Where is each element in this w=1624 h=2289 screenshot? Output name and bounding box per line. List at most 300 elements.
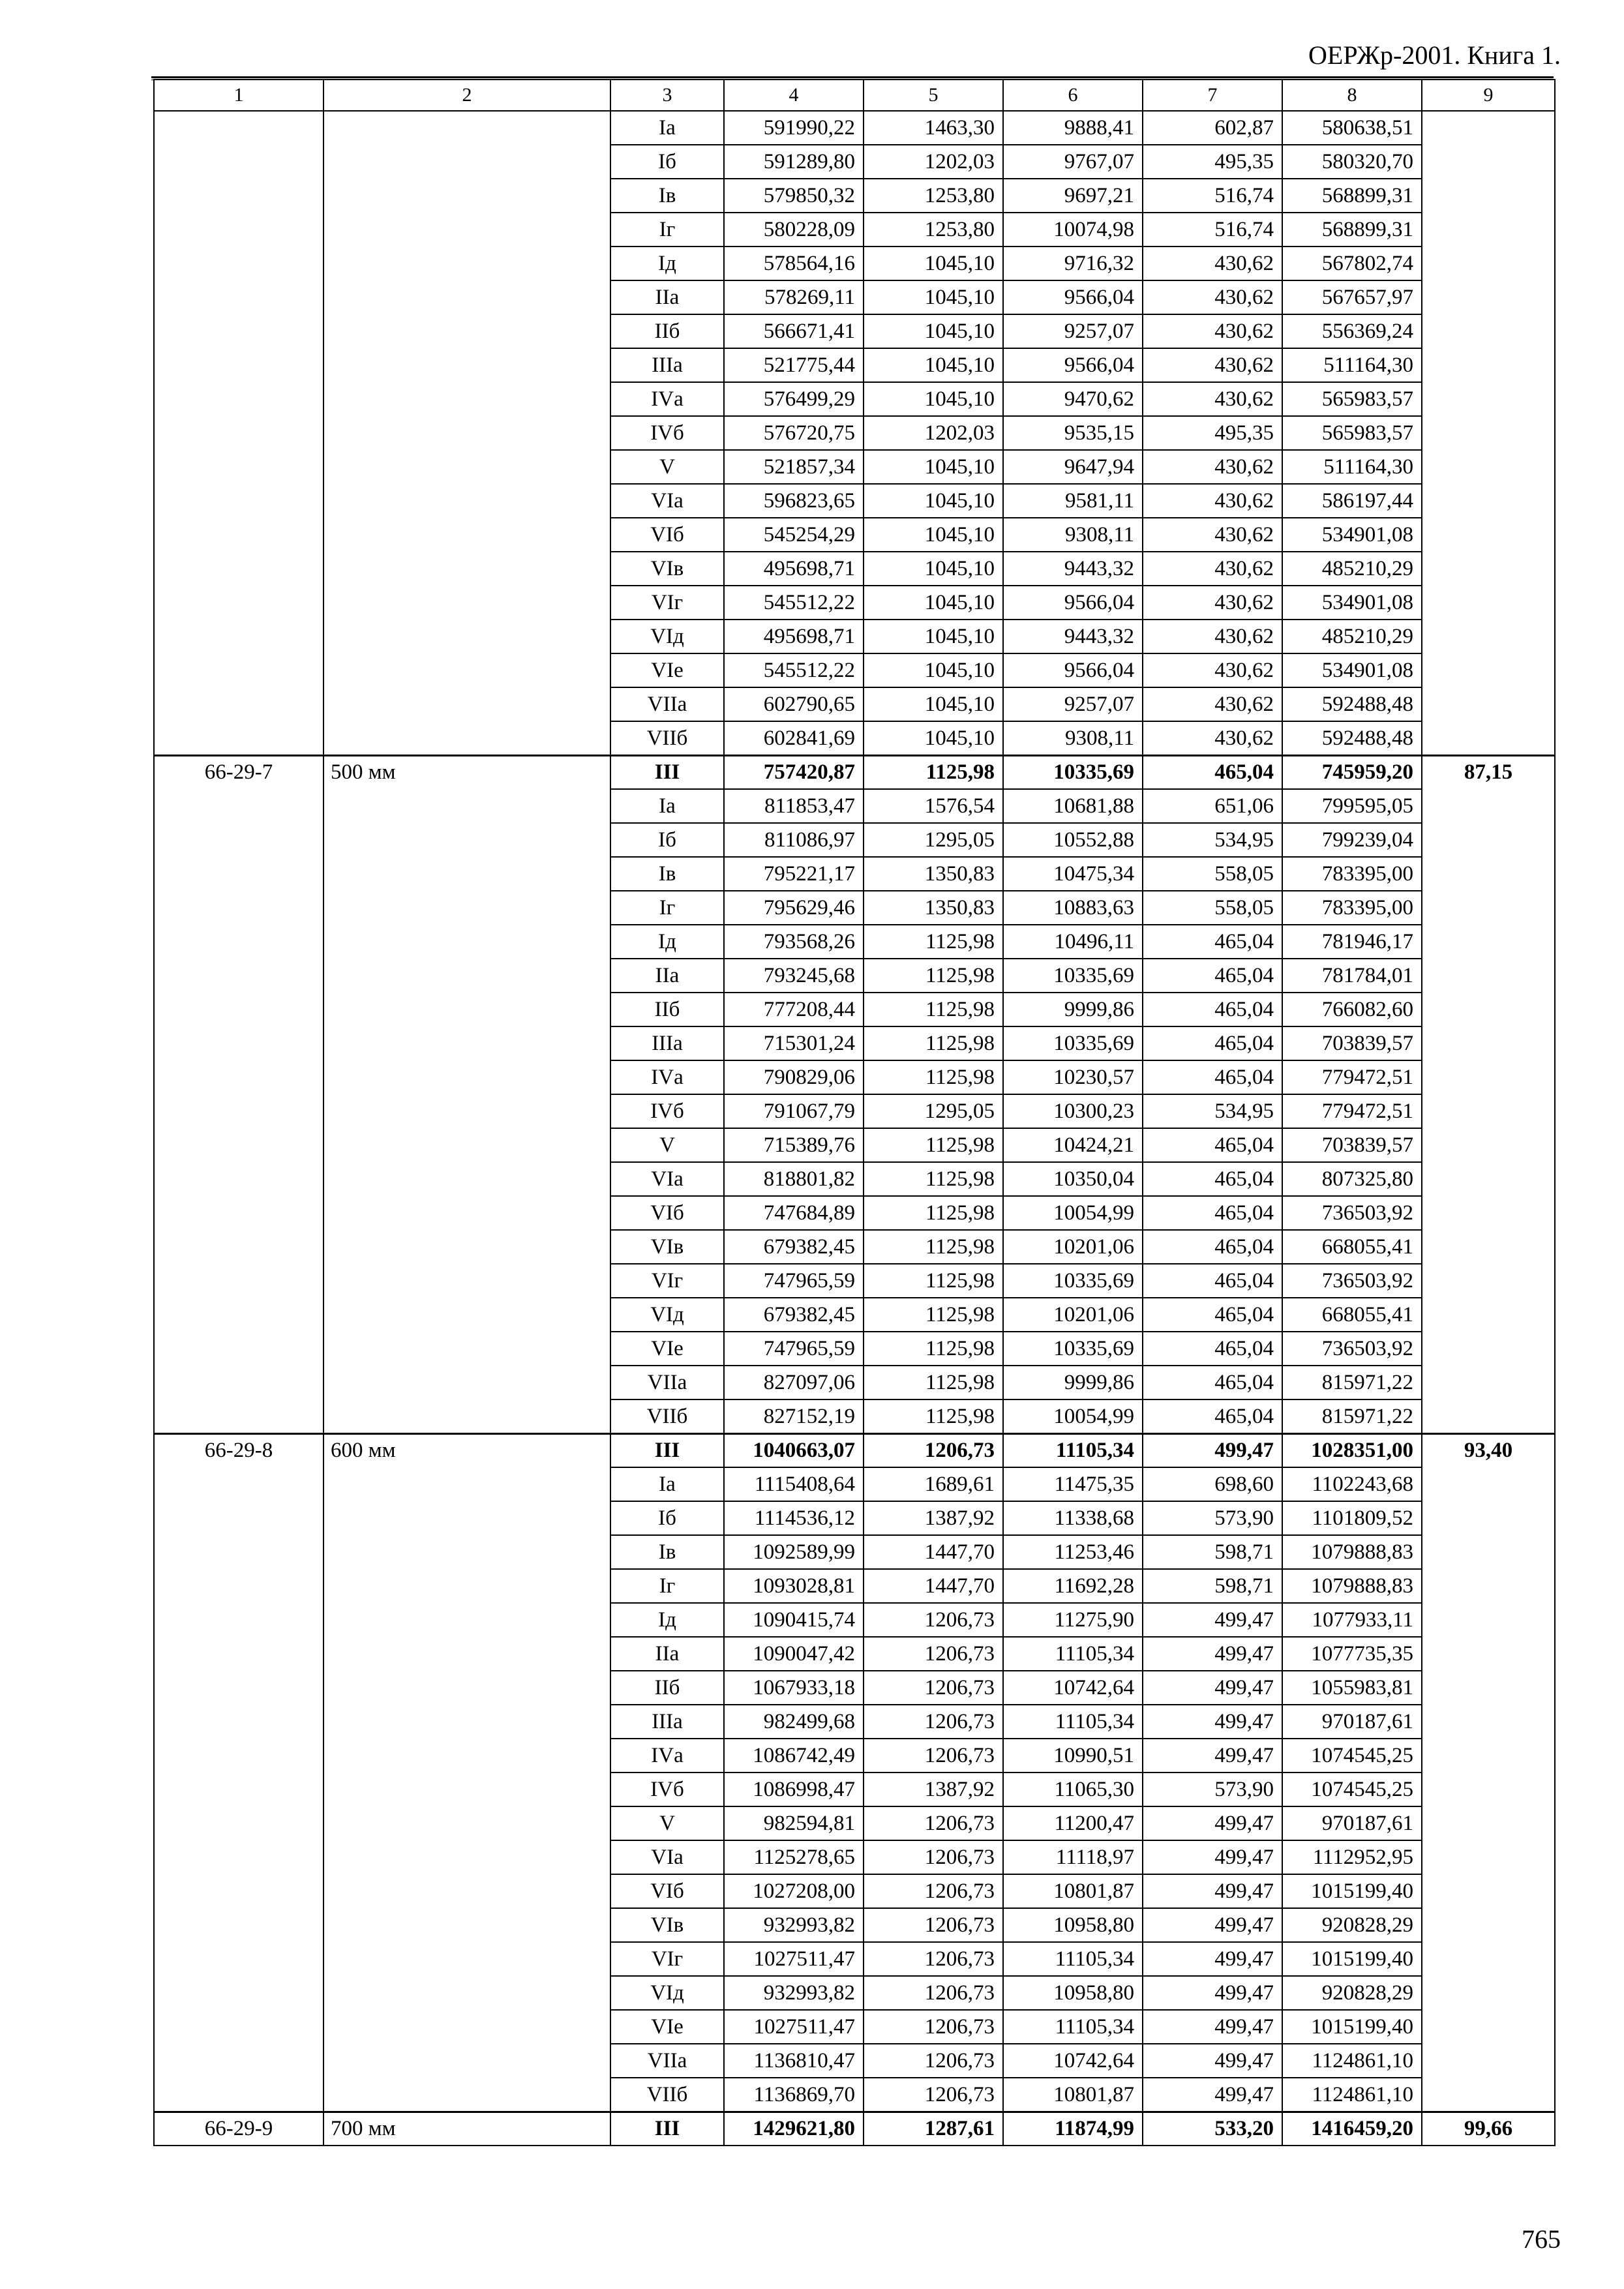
category-cell: VIб [610, 1874, 724, 1908]
value-cell: 1027208,00 [724, 1874, 864, 1908]
value-cell: 573,90 [1143, 1773, 1282, 1806]
value-cell: 495,35 [1143, 145, 1282, 179]
column-number: 8 [1282, 80, 1422, 111]
value-cell: 465,04 [1143, 959, 1282, 993]
category-cell: VIв [610, 1230, 724, 1264]
value-cell: 9308,11 [1003, 518, 1143, 552]
value-cell: 10335,69 [1003, 959, 1143, 993]
value-cell: 799239,04 [1282, 823, 1422, 857]
value-cell: 465,04 [1143, 1264, 1282, 1298]
value-cell: 602,87 [1143, 111, 1282, 145]
value-cell: 499,47 [1143, 1671, 1282, 1705]
column-number: 3 [610, 80, 724, 111]
value-cell: 1074545,25 [1282, 1773, 1422, 1806]
value-cell: 516,74 [1143, 213, 1282, 247]
value-cell: 1090047,42 [724, 1637, 864, 1671]
item-code-cell: 66-29-8 [154, 1433, 323, 2112]
value-cell: 698,60 [1143, 1467, 1282, 1501]
value-cell: 11105,34 [1003, 1705, 1143, 1739]
value-cell: 9566,04 [1003, 280, 1143, 314]
value-cell: 715389,76 [724, 1128, 864, 1162]
value-cell: 1125,98 [864, 1399, 1003, 1433]
category-cell: Iа [610, 111, 724, 145]
value-cell: 10958,80 [1003, 1908, 1143, 1942]
value-cell: 591289,80 [724, 145, 864, 179]
value-cell: 565983,57 [1282, 382, 1422, 416]
value-cell: 1295,05 [864, 1094, 1003, 1128]
value-cell: 430,62 [1143, 620, 1282, 653]
value-cell: 766082,60 [1282, 993, 1422, 1026]
value-cell: 566671,41 [724, 314, 864, 348]
category-cell: V [610, 450, 724, 484]
value-cell: 10801,87 [1003, 2078, 1143, 2112]
value-cell: 1202,03 [864, 416, 1003, 450]
value-cell: 811086,97 [724, 823, 864, 857]
value-cell: 11275,90 [1003, 1603, 1143, 1637]
value-cell: 703839,57 [1282, 1026, 1422, 1060]
value-cell: 10552,88 [1003, 823, 1143, 857]
value-cell: 602841,69 [724, 721, 864, 755]
value-cell: 1206,73 [864, 1603, 1003, 1637]
value-cell: 9767,07 [1003, 145, 1143, 179]
value-cell: 1045,10 [864, 484, 1003, 518]
category-cell: Iг [610, 213, 724, 247]
value-cell: 970187,61 [1282, 1806, 1422, 1840]
value-cell: 1124861,10 [1282, 2044, 1422, 2078]
value-cell: 1045,10 [864, 586, 1003, 620]
value-cell: 970187,61 [1282, 1705, 1422, 1739]
value-cell: 779472,51 [1282, 1094, 1422, 1128]
value-cell: 1090415,74 [724, 1603, 864, 1637]
value-cell: 1045,10 [864, 518, 1003, 552]
value-cell: 533,20 [1143, 2112, 1282, 2146]
value-cell: 430,62 [1143, 484, 1282, 518]
value-cell: 430,62 [1143, 247, 1282, 280]
category-cell: VIе [610, 1332, 724, 1366]
value-cell: 499,47 [1143, 2044, 1282, 2078]
value-cell: 1055983,81 [1282, 1671, 1422, 1705]
category-cell: Iг [610, 1569, 724, 1603]
value-cell: 668055,41 [1282, 1298, 1422, 1332]
value-cell: 1125,98 [864, 925, 1003, 959]
category-cell: Iд [610, 247, 724, 280]
value-cell: 430,62 [1143, 348, 1282, 382]
category-cell: Iа [610, 1467, 724, 1501]
value-cell: 1027511,47 [724, 2010, 864, 2044]
category-cell: IVб [610, 416, 724, 450]
value-cell: 1086742,49 [724, 1739, 864, 1773]
value-cell: 495698,71 [724, 620, 864, 653]
value-cell: 10054,99 [1003, 1399, 1143, 1433]
value-cell: 1125,98 [864, 1026, 1003, 1060]
value-cell: 9999,86 [1003, 1366, 1143, 1399]
item-size-cell: 700 мм [323, 2112, 610, 2146]
value-cell: 499,47 [1143, 1433, 1282, 1467]
value-cell: 1125,98 [864, 1230, 1003, 1264]
value-cell: 10424,21 [1003, 1128, 1143, 1162]
value-cell: 1206,73 [864, 1739, 1003, 1773]
value-cell: 1045,10 [864, 382, 1003, 416]
total-cell: 99,66 [1422, 2112, 1555, 2146]
value-cell: 10958,80 [1003, 1976, 1143, 2010]
category-cell: VIе [610, 2010, 724, 2044]
column-number: 5 [864, 80, 1003, 111]
value-cell: 1350,83 [864, 891, 1003, 925]
value-cell: 10742,64 [1003, 2044, 1143, 2078]
value-cell: 1206,73 [864, 1671, 1003, 1705]
value-cell: 485210,29 [1282, 552, 1422, 586]
category-cell: VIд [610, 1976, 724, 2010]
value-cell: 747965,59 [724, 1264, 864, 1298]
category-cell: VIд [610, 620, 724, 653]
value-cell: 598,71 [1143, 1569, 1282, 1603]
value-cell: 465,04 [1143, 1128, 1282, 1162]
value-cell: 1125,98 [864, 755, 1003, 789]
value-cell: 1045,10 [864, 721, 1003, 755]
value-cell: 9566,04 [1003, 653, 1143, 687]
value-cell: 779472,51 [1282, 1060, 1422, 1094]
value-cell: 1125,98 [864, 1060, 1003, 1094]
value-cell: 1045,10 [864, 314, 1003, 348]
value-cell: 10074,98 [1003, 213, 1143, 247]
value-cell: 1067933,18 [724, 1671, 864, 1705]
category-cell: IIа [610, 1637, 724, 1671]
value-cell: 499,47 [1143, 1739, 1282, 1773]
value-cell: 1206,73 [864, 1433, 1003, 1467]
value-cell: 9888,41 [1003, 111, 1143, 145]
value-cell: 568899,31 [1282, 213, 1422, 247]
value-cell: 10300,23 [1003, 1094, 1143, 1128]
category-cell: IIIа [610, 1026, 724, 1060]
column-number: 2 [323, 80, 610, 111]
value-cell: 1125,98 [864, 1332, 1003, 1366]
value-cell: 1112952,95 [1282, 1840, 1422, 1874]
value-cell: 781784,01 [1282, 959, 1422, 993]
value-cell: 1429621,80 [724, 2112, 864, 2146]
value-cell: 9443,32 [1003, 620, 1143, 653]
value-cell: 9566,04 [1003, 586, 1143, 620]
value-cell: 465,04 [1143, 993, 1282, 1026]
value-cell: 430,62 [1143, 314, 1282, 348]
category-cell: IIIа [610, 1705, 724, 1739]
value-cell: 1125,98 [864, 993, 1003, 1026]
value-cell: 499,47 [1143, 1976, 1282, 2010]
value-cell: 811853,47 [724, 789, 864, 823]
value-cell: 465,04 [1143, 1298, 1282, 1332]
value-cell: 791067,79 [724, 1094, 864, 1128]
value-cell: 499,47 [1143, 1908, 1282, 1942]
value-cell: 1206,73 [864, 1637, 1003, 1671]
value-cell: 795629,46 [724, 891, 864, 925]
value-cell: 430,62 [1143, 552, 1282, 586]
value-cell: 11105,34 [1003, 1942, 1143, 1976]
value-cell: 495,35 [1143, 416, 1282, 450]
column-number-row [154, 80, 1555, 111]
value-cell: 1206,73 [864, 1942, 1003, 1976]
value-cell: 465,04 [1143, 1026, 1282, 1060]
value-cell: 578564,16 [724, 247, 864, 280]
category-cell: VIг [610, 1264, 724, 1298]
category-cell: VIа [610, 484, 724, 518]
category-cell: V [610, 1128, 724, 1162]
page-number: 765 [1522, 2224, 1561, 2254]
value-cell: 521775,44 [724, 348, 864, 382]
value-cell: 591990,22 [724, 111, 864, 145]
category-cell: IVа [610, 1739, 724, 1773]
value-cell: 465,04 [1143, 1060, 1282, 1094]
item-size-cell [323, 111, 610, 755]
value-cell: 1136810,47 [724, 2044, 864, 2078]
total-cell: 87,15 [1422, 755, 1555, 1433]
category-cell: IVб [610, 1773, 724, 1806]
value-cell: 465,04 [1143, 1162, 1282, 1196]
value-cell: 815971,22 [1282, 1399, 1422, 1433]
value-cell: 499,47 [1143, 1705, 1282, 1739]
total-cell: 93,40 [1422, 1433, 1555, 2112]
value-cell: 10475,34 [1003, 857, 1143, 891]
value-cell: 580320,70 [1282, 145, 1422, 179]
category-cell: VIг [610, 586, 724, 620]
value-cell: 11874,99 [1003, 2112, 1143, 2146]
value-cell: 1124861,10 [1282, 2078, 1422, 2112]
value-cell: 580228,09 [724, 213, 864, 247]
category-cell: IIб [610, 1671, 724, 1705]
table-row [154, 1433, 1555, 1467]
value-cell: 10201,06 [1003, 1230, 1143, 1264]
value-cell: 747684,89 [724, 1196, 864, 1230]
value-cell: 777208,44 [724, 993, 864, 1026]
value-cell: 499,47 [1143, 1806, 1282, 1840]
value-cell: 1253,80 [864, 213, 1003, 247]
item-code-cell: 66-29-9 [154, 2112, 323, 2146]
value-cell: 430,62 [1143, 518, 1282, 552]
value-cell: 1079888,83 [1282, 1535, 1422, 1569]
value-cell: 1202,03 [864, 145, 1003, 179]
value-cell: 982499,68 [724, 1705, 864, 1739]
value-cell: 932993,82 [724, 1976, 864, 2010]
value-cell: 499,47 [1143, 1637, 1282, 1671]
value-cell: 11692,28 [1003, 1569, 1143, 1603]
value-cell: 736503,92 [1282, 1196, 1422, 1230]
item-code-cell [154, 111, 323, 755]
table-body [154, 80, 1555, 2146]
value-cell: 11118,97 [1003, 1840, 1143, 1874]
value-cell: 1015199,40 [1282, 1942, 1422, 1976]
value-cell: 1206,73 [864, 1705, 1003, 1739]
value-cell: 1045,10 [864, 280, 1003, 314]
value-cell: 745959,20 [1282, 755, 1422, 789]
value-cell: 982594,81 [724, 1806, 864, 1840]
category-cell: VIг [610, 1942, 724, 1976]
value-cell: 9697,21 [1003, 179, 1143, 213]
value-cell: 1074545,25 [1282, 1739, 1422, 1773]
value-cell: 1206,73 [864, 1874, 1003, 1908]
value-cell: 545512,22 [724, 586, 864, 620]
value-cell: 592488,48 [1282, 687, 1422, 721]
value-cell: 430,62 [1143, 280, 1282, 314]
value-cell: 679382,45 [724, 1298, 864, 1332]
value-cell: 602790,65 [724, 687, 864, 721]
category-cell: VIIа [610, 2044, 724, 2078]
value-cell: 430,62 [1143, 721, 1282, 755]
category-cell: Iв [610, 179, 724, 213]
value-cell: 1416459,20 [1282, 2112, 1422, 2146]
value-cell: 11105,34 [1003, 1433, 1143, 1467]
category-cell: Iд [610, 925, 724, 959]
value-cell: 465,04 [1143, 755, 1282, 789]
category-cell: IVа [610, 1060, 724, 1094]
value-cell: 1253,80 [864, 179, 1003, 213]
value-cell: 430,62 [1143, 382, 1282, 416]
category-cell: Iа [610, 789, 724, 823]
value-cell: 1206,73 [864, 1806, 1003, 1840]
value-cell: 827097,06 [724, 1366, 864, 1399]
value-cell: 11475,35 [1003, 1467, 1143, 1501]
category-cell: VIа [610, 1840, 724, 1874]
value-cell: 592488,48 [1282, 721, 1422, 755]
value-cell: 11253,46 [1003, 1535, 1143, 1569]
value-cell: 1125,98 [864, 1128, 1003, 1162]
value-cell: 1125,98 [864, 1162, 1003, 1196]
column-number: 6 [1003, 80, 1143, 111]
value-cell: 1125,98 [864, 959, 1003, 993]
value-cell: 11105,34 [1003, 1637, 1143, 1671]
value-cell: 793568,26 [724, 925, 864, 959]
value-cell: 1086998,47 [724, 1773, 864, 1806]
value-cell: 465,04 [1143, 1399, 1282, 1433]
category-cell: VIIб [610, 721, 724, 755]
value-cell: 1287,61 [864, 2112, 1003, 2146]
value-cell: 545512,22 [724, 653, 864, 687]
value-cell: 511164,30 [1282, 348, 1422, 382]
value-cell: 11065,30 [1003, 1773, 1143, 1806]
value-cell: 10335,69 [1003, 755, 1143, 789]
value-cell: 598,71 [1143, 1535, 1282, 1569]
value-cell: 815971,22 [1282, 1366, 1422, 1399]
value-cell: 499,47 [1143, 1942, 1282, 1976]
value-cell: 1015199,40 [1282, 2010, 1422, 2044]
value-cell: 499,47 [1143, 1874, 1282, 1908]
value-cell: 1125278,65 [724, 1840, 864, 1874]
category-cell: VIIб [610, 2078, 724, 2112]
value-cell: 465,04 [1143, 1332, 1282, 1366]
category-cell: III [610, 1433, 724, 1467]
value-cell: 1206,73 [864, 1976, 1003, 2010]
value-cell: 465,04 [1143, 925, 1282, 959]
value-cell: 10801,87 [1003, 1874, 1143, 1908]
value-cell: 793245,68 [724, 959, 864, 993]
price-table [153, 79, 1556, 2146]
value-cell: 1093028,81 [724, 1569, 864, 1603]
total-cell [1422, 111, 1555, 755]
value-cell: 757420,87 [724, 755, 864, 789]
value-cell: 1045,10 [864, 247, 1003, 280]
value-cell: 567657,97 [1282, 280, 1422, 314]
value-cell: 485210,29 [1282, 620, 1422, 653]
value-cell: 668055,41 [1282, 1230, 1422, 1264]
value-cell: 1125,98 [864, 1264, 1003, 1298]
value-cell: 516,74 [1143, 179, 1282, 213]
value-cell: 1689,61 [864, 1467, 1003, 1501]
table-row [154, 2112, 1555, 2146]
value-cell: 499,47 [1143, 1840, 1282, 1874]
value-cell: 1387,92 [864, 1501, 1003, 1535]
category-cell: VIIб [610, 1399, 724, 1433]
value-cell: 10681,88 [1003, 789, 1143, 823]
value-cell: 499,47 [1143, 2078, 1282, 2112]
value-cell: 827152,19 [724, 1399, 864, 1433]
value-cell: 10335,69 [1003, 1026, 1143, 1060]
value-cell: 1077735,35 [1282, 1637, 1422, 1671]
value-cell: 1045,10 [864, 552, 1003, 586]
category-cell: Iд [610, 1603, 724, 1637]
value-cell: 1206,73 [864, 2010, 1003, 2044]
value-cell: 783395,00 [1282, 857, 1422, 891]
value-cell: 1125,98 [864, 1366, 1003, 1399]
value-cell: 747965,59 [724, 1332, 864, 1366]
value-cell: 1077933,11 [1282, 1603, 1422, 1637]
value-cell: 9647,94 [1003, 450, 1143, 484]
category-cell: Iг [610, 891, 724, 925]
value-cell: 576499,29 [724, 382, 864, 416]
value-cell: 556369,24 [1282, 314, 1422, 348]
value-cell: 10350,04 [1003, 1162, 1143, 1196]
column-number: 4 [724, 80, 864, 111]
value-cell: 1027511,47 [724, 1942, 864, 1976]
value-cell: 576720,75 [724, 416, 864, 450]
value-cell: 10990,51 [1003, 1739, 1143, 1773]
value-cell: 534901,08 [1282, 518, 1422, 552]
value-cell: 10883,63 [1003, 891, 1143, 925]
value-cell: 1102243,68 [1282, 1467, 1422, 1501]
item-size-cell: 500 мм [323, 755, 610, 1433]
value-cell: 1040663,07 [724, 1433, 864, 1467]
category-cell: IIа [610, 959, 724, 993]
item-code-cell: 66-29-7 [154, 755, 323, 1433]
value-cell: 783395,00 [1282, 891, 1422, 925]
value-cell: 781946,17 [1282, 925, 1422, 959]
value-cell: 679382,45 [724, 1230, 864, 1264]
value-cell: 465,04 [1143, 1366, 1282, 1399]
value-cell: 932993,82 [724, 1908, 864, 1942]
category-cell: V [610, 1806, 724, 1840]
value-cell: 10335,69 [1003, 1264, 1143, 1298]
category-cell: IVб [610, 1094, 724, 1128]
value-cell: 1045,10 [864, 450, 1003, 484]
value-cell: 11200,47 [1003, 1806, 1143, 1840]
value-cell: 790829,06 [724, 1060, 864, 1094]
category-cell: VIб [610, 1196, 724, 1230]
value-cell: 430,62 [1143, 687, 1282, 721]
value-cell: 9535,15 [1003, 416, 1143, 450]
value-cell: 703839,57 [1282, 1128, 1422, 1162]
value-cell: 9308,11 [1003, 721, 1143, 755]
value-cell: 580638,51 [1282, 111, 1422, 145]
value-cell: 558,05 [1143, 857, 1282, 891]
value-cell: 596823,65 [724, 484, 864, 518]
value-cell: 567802,74 [1282, 247, 1422, 280]
value-cell: 799595,05 [1282, 789, 1422, 823]
value-cell: 1125,98 [864, 1298, 1003, 1332]
value-cell: 534901,08 [1282, 586, 1422, 620]
value-cell: 10201,06 [1003, 1298, 1143, 1332]
value-cell: 818801,82 [724, 1162, 864, 1196]
value-cell: 10230,57 [1003, 1060, 1143, 1094]
value-cell: 1576,54 [864, 789, 1003, 823]
value-cell: 10496,11 [1003, 925, 1143, 959]
value-cell: 573,90 [1143, 1501, 1282, 1535]
category-cell: VIIа [610, 687, 724, 721]
